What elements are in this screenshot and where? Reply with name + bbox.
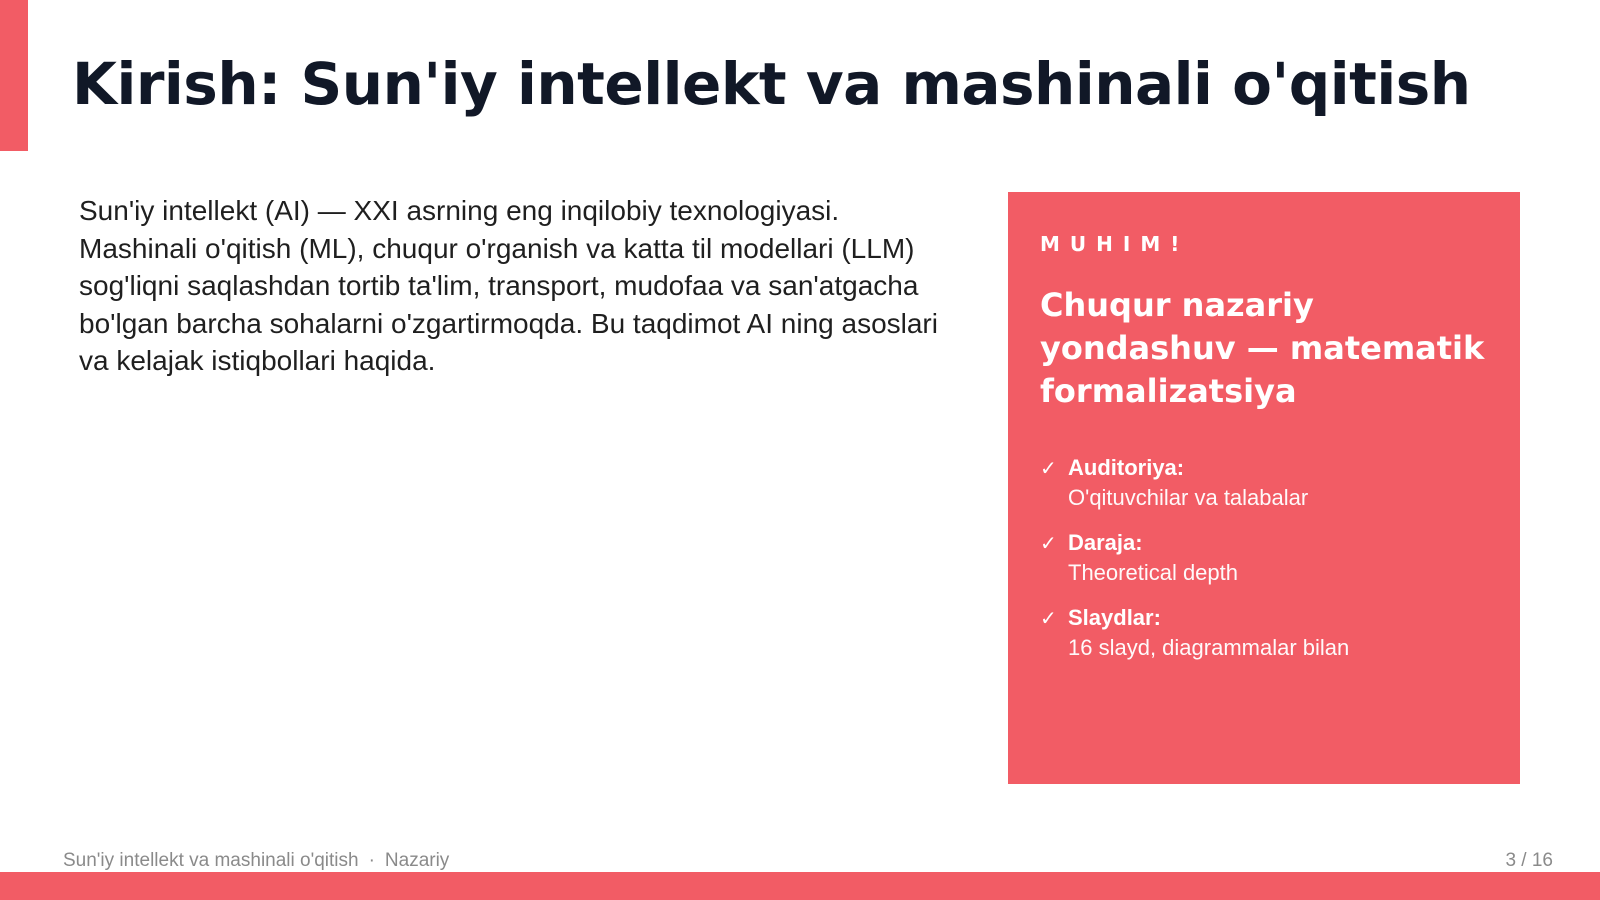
checklist-key: Slaydlar: <box>1068 605 1161 630</box>
callout-heading: Chuqur nazariy yondashuv — matematik formalizatsiya <box>1040 286 1485 410</box>
checklist-text <box>1068 528 1238 588</box>
checklist-item-auditoriya <box>1040 453 1488 513</box>
title-accent-bar <box>0 0 28 151</box>
footer-section-name: Nazariy <box>384 850 450 871</box>
checklist-text <box>1068 603 1349 663</box>
checklist-value: O'qituvchilar va talabalar <box>1068 485 1309 510</box>
checklist-text <box>1068 453 1308 513</box>
footer-presentation-title: Sun'iy intellekt va mashinali o'qitish <box>63 850 359 871</box>
checklist-value: 16 slayd, diagrammalar bilan <box>1068 635 1350 660</box>
checklist-key: Daraja: <box>1068 530 1143 555</box>
callout-checklist <box>1040 453 1488 663</box>
page-number: 3 / 16 <box>1505 850 1553 871</box>
checklist-value: Theoretical depth <box>1068 560 1238 585</box>
bottom-accent-bar <box>0 872 1600 900</box>
checkmark-icon: ✓ <box>1040 606 1057 630</box>
checklist-item-daraja <box>1040 528 1488 588</box>
checkmark-icon: ✓ <box>1040 456 1057 480</box>
intro-paragraph: Sun'iy intellekt (AI) — XXI asrning eng inqilobiy texnologiyasi. Mashinali o'qitish (ML), chuqur o'rganish va katta til modellari (LLM) sog'liqni saqlashdan tortib ta'lim, transport, mudofaa va san'atgacha bo'lgan barcha sohalarni o'zgartirmoqda. Bu taqdimot AI ning asoslari va kelajak istiqbollari haqida. <box>79 195 938 376</box>
callout-label: MUHIM! <box>1040 232 1190 256</box>
checklist-item-slaydlar <box>1040 603 1488 663</box>
slide-title: Kirish: Sun'iy intellekt va mashinali o'qitish <box>72 50 1471 118</box>
checkmark-icon: ✓ <box>1040 531 1057 555</box>
footer-separator: · <box>368 850 375 871</box>
footer-caption <box>63 849 449 873</box>
checklist-key: Auditoriya: <box>1068 455 1185 480</box>
important-callout <box>1008 192 1520 784</box>
